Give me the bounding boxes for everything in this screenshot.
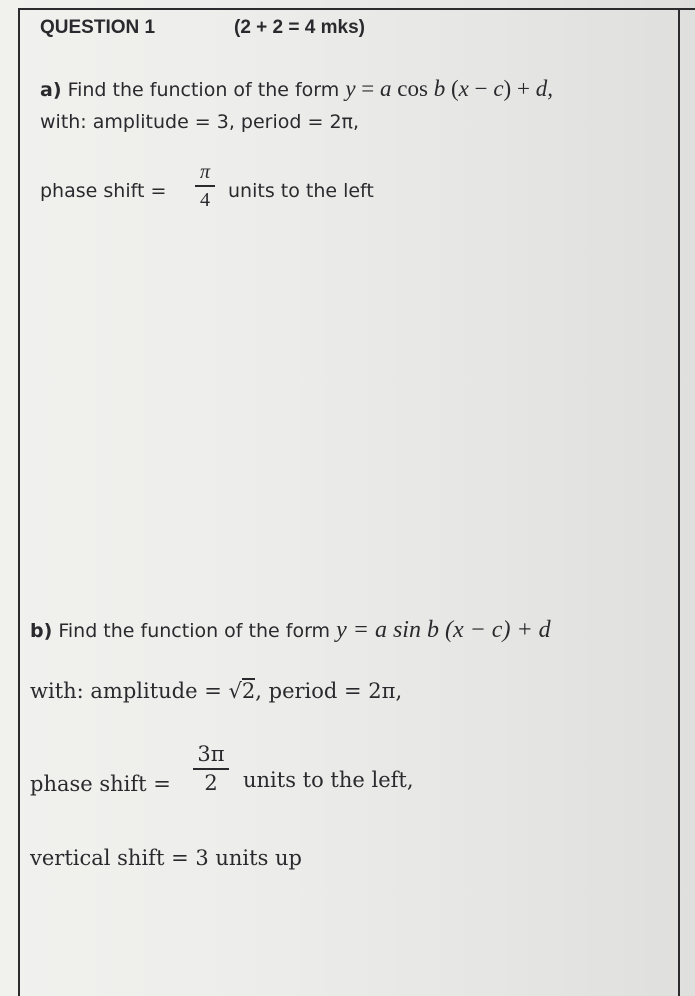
formula-b: b	[433, 76, 446, 101]
part-a-phase-fraction	[195, 162, 215, 210]
part-b-label: b)	[30, 620, 53, 642]
formula-open-paren: (	[450, 76, 459, 101]
formula-eq: =	[361, 76, 375, 101]
part-a-formula	[345, 76, 553, 101]
part-a-line2: with: amplitude = 3, period = 2π,	[40, 111, 360, 133]
part-a-phase-label: phase shift =	[40, 180, 167, 202]
formula-cos: cos	[397, 76, 428, 101]
fraction-bar	[193, 768, 229, 770]
fraction-bar	[195, 185, 215, 187]
part-b-formula: y = a sin b (x − c) + d	[336, 617, 551, 643]
fraction-denominator: 4	[200, 189, 210, 211]
marks-label: (2 + 2 = 4 mks)	[234, 17, 365, 38]
formula-c: c	[493, 76, 504, 101]
part-b-phase-label: phase shift =	[30, 772, 171, 796]
sqrt-value: 2	[241, 679, 256, 703]
part-b-find-text: Find the function of the form	[58, 620, 331, 642]
part-b-line1	[30, 617, 551, 644]
question-title: QUESTION 1	[40, 17, 156, 38]
formula-y: y	[345, 76, 356, 101]
part-b-amplitude-line	[30, 678, 402, 703]
part-b-phase-fraction	[193, 744, 229, 794]
formula-x: x	[458, 76, 469, 101]
part-b-vertical-shift: vertical shift = 3 units up	[30, 846, 302, 870]
sqrt-symbol: √	[228, 679, 242, 703]
part-a-phase-suffix: units to the left	[228, 180, 374, 202]
fraction-numerator: π	[199, 161, 211, 183]
part-a-find-text: Find the function of the form	[67, 79, 340, 101]
formula-minus: −	[474, 76, 488, 101]
border-left	[18, 8, 20, 996]
part-b-phase-suffix: units to the left,	[243, 768, 414, 792]
fraction-numerator: 3π	[197, 742, 225, 766]
part-b-amp-label: with: amplitude =	[30, 679, 222, 703]
fraction-denominator: 2	[204, 771, 218, 795]
formula-close-paren: )	[503, 76, 512, 101]
part-a-line1	[40, 76, 553, 102]
part-b-amp-suffix: , period = 2π,	[255, 679, 403, 703]
border-top	[18, 8, 695, 10]
part-a-label: a)	[40, 79, 62, 101]
border-right	[678, 8, 680, 996]
formula-a: a	[380, 76, 392, 101]
formula-plus: +	[516, 76, 530, 101]
formula-d: d,	[535, 76, 553, 101]
